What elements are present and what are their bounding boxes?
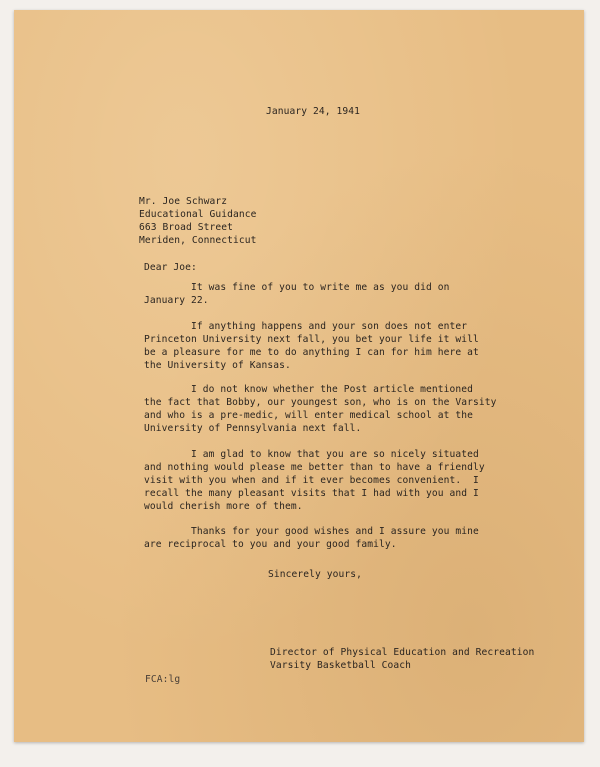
body-line: It was fine of you to write me as you did on bbox=[144, 282, 450, 293]
body-line: I am glad to know that you are so nicely situated bbox=[144, 449, 479, 460]
letter-sheet bbox=[14, 10, 584, 742]
body-line: January 22. bbox=[144, 295, 209, 306]
body-line: and who is a pre-medic, will enter medical school at the bbox=[144, 410, 474, 421]
body-line: Princeton University next fall, you bet your life it will bbox=[144, 334, 479, 345]
signature-title-1: Director of Physical Education and Recreation bbox=[270, 647, 535, 658]
salutation: Dear Joe: bbox=[144, 262, 197, 273]
typist-initials: FCA:lg bbox=[145, 674, 181, 685]
recipient-org: Educational Guidance bbox=[139, 209, 257, 220]
body-line: the fact that Bobby, our youngest son, who is on the Varsity bbox=[144, 397, 497, 408]
letter-date: January 24, 1941 bbox=[266, 106, 361, 117]
body-line: University of Pennsylvania next fall. bbox=[144, 423, 362, 434]
body-line: If anything happens and your son does not enter bbox=[144, 321, 468, 332]
body-line: visit with you when and if it ever becomes convenient. I bbox=[144, 475, 479, 486]
body-line: Thanks for your good wishes and I assure you mine bbox=[144, 526, 479, 537]
closing: Sincerely yours, bbox=[268, 569, 363, 580]
body-line: the University of Kansas. bbox=[144, 360, 291, 371]
body-line: and nothing would please me better than to have a friendly bbox=[144, 462, 485, 473]
body-line: I do not know whether the Post article mentioned bbox=[144, 384, 474, 395]
recipient-name: Mr. Joe Schwarz bbox=[139, 196, 228, 207]
body-line: be a pleasure for me to do anything I can for him here at bbox=[144, 347, 479, 358]
recipient-city: Meriden, Connecticut bbox=[139, 235, 257, 246]
recipient-street: 663 Broad Street bbox=[139, 222, 234, 233]
body-line: would cherish more of them. bbox=[144, 501, 303, 512]
body-line: are reciprocal to you and your good family. bbox=[144, 539, 397, 550]
body-line: recall the many pleasant visits that I had with you and I bbox=[144, 488, 479, 499]
signature-title-2: Varsity Basketball Coach bbox=[270, 660, 412, 671]
